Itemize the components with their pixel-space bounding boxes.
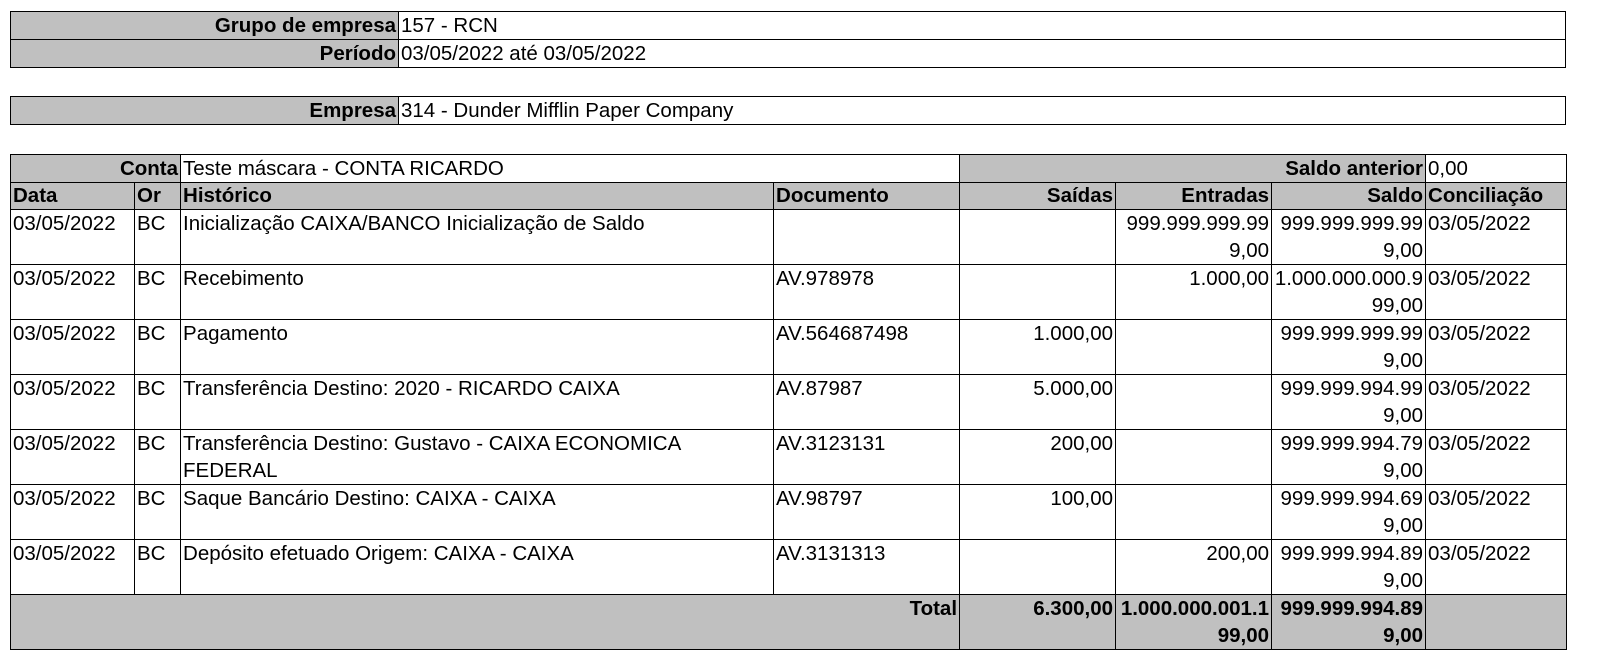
table-row: [11, 265, 1567, 320]
cell-documento: AV.98797: [774, 485, 960, 540]
total-entradas: 1.000.000.001.199,00: [1116, 595, 1272, 650]
cell-saldo: 999.999.994.999,00: [1272, 375, 1426, 430]
cell-entradas: [1116, 485, 1272, 540]
empresa-value: 314 - Dunder Mifflin Paper Company: [399, 97, 1566, 125]
cell-historico: Pagamento: [181, 320, 774, 375]
total-saldo: 999.999.994.899,00: [1272, 595, 1426, 650]
table-row: [11, 375, 1567, 430]
cell-or: BC: [135, 430, 181, 485]
periodo-label: Período: [11, 40, 399, 68]
periodo-value: 03/05/2022 até 03/05/2022: [399, 40, 1566, 68]
grupo-row: [11, 12, 1566, 40]
table-row: [11, 320, 1567, 375]
total-label: Total: [11, 595, 960, 650]
grupo-value: 157 - RCN: [399, 12, 1566, 40]
cell-saldo: 999.999.999.999,00: [1272, 320, 1426, 375]
col-header-saidas: Saídas: [960, 183, 1116, 210]
grupo-label: Grupo de empresa: [11, 12, 399, 40]
cell-historico: Transferência Destino: Gustavo - CAIXA ECONOMICA FEDERAL: [181, 430, 774, 485]
cell-entradas: [1116, 430, 1272, 485]
cell-data: 03/05/2022: [11, 320, 135, 375]
cell-historico: Recebimento: [181, 265, 774, 320]
cell-saldo: 1.000.000.000.999,00: [1272, 265, 1426, 320]
total-row: [11, 595, 1567, 650]
ledger-body: [11, 210, 1567, 595]
table-row: [11, 430, 1567, 485]
cell-saidas: [960, 540, 1116, 595]
cell-conciliacao: 03/05/2022: [1426, 210, 1567, 265]
cell-entradas: [1116, 375, 1272, 430]
cell-saidas: 1.000,00: [960, 320, 1116, 375]
cell-data: 03/05/2022: [11, 375, 135, 430]
cell-or: BC: [135, 540, 181, 595]
col-header-saldo: Saldo: [1272, 183, 1426, 210]
saldo-anterior-value: 0,00: [1426, 155, 1567, 183]
cell-entradas: 999.999.999.999,00: [1116, 210, 1272, 265]
cell-documento: AV.3131313: [774, 540, 960, 595]
cell-conciliacao: 03/05/2022: [1426, 320, 1567, 375]
table-row: [11, 540, 1567, 595]
cell-saidas: 200,00: [960, 430, 1116, 485]
cell-saidas: 5.000,00: [960, 375, 1116, 430]
col-header-conciliacao: Conciliação: [1426, 183, 1567, 210]
col-header-entradas: Entradas: [1116, 183, 1272, 210]
cell-saidas: [960, 210, 1116, 265]
cell-saidas: [960, 265, 1116, 320]
cell-saldo: 999.999.994.699,00: [1272, 485, 1426, 540]
cell-data: 03/05/2022: [11, 485, 135, 540]
cell-saldo: 999.999.994.899,00: [1272, 540, 1426, 595]
saldo-anterior-label: Saldo anterior: [960, 155, 1426, 183]
cell-entradas: 1.000,00: [1116, 265, 1272, 320]
empresa-table: [10, 96, 1566, 125]
cell-conciliacao: 03/05/2022: [1426, 430, 1567, 485]
cell-saidas: 100,00: [960, 485, 1116, 540]
empresa-label: Empresa: [11, 97, 399, 125]
cell-historico: Transferência Destino: 2020 - RICARDO CAIXA: [181, 375, 774, 430]
total-conciliacao: [1426, 595, 1567, 650]
cell-or: BC: [135, 485, 181, 540]
ledger-table: [10, 154, 1567, 650]
conta-value: Teste máscara - CONTA RICARDO: [181, 155, 960, 183]
cell-conciliacao: 03/05/2022: [1426, 375, 1567, 430]
conta-label: Conta: [11, 155, 181, 183]
report-header-table: [10, 11, 1566, 68]
cell-or: BC: [135, 375, 181, 430]
col-header-historico: Histórico: [181, 183, 774, 210]
cell-historico: Inicialização CAIXA/BANCO Inicialização de Saldo: [181, 210, 774, 265]
periodo-row: [11, 40, 1566, 68]
empresa-row: [11, 97, 1566, 125]
column-header-row: [11, 183, 1567, 210]
cell-historico: Depósito efetuado Origem: CAIXA - CAIXA: [181, 540, 774, 595]
cell-entradas: 200,00: [1116, 540, 1272, 595]
cell-historico: Saque Bancário Destino: CAIXA - CAIXA: [181, 485, 774, 540]
cell-saldo: 999.999.999.999,00: [1272, 210, 1426, 265]
table-row: [11, 210, 1567, 265]
col-header-documento: Documento: [774, 183, 960, 210]
cell-or: BC: [135, 320, 181, 375]
cell-data: 03/05/2022: [11, 265, 135, 320]
table-row: [11, 485, 1567, 540]
col-header-data: Data: [11, 183, 135, 210]
cell-conciliacao: 03/05/2022: [1426, 485, 1567, 540]
cell-documento: AV.978978: [774, 265, 960, 320]
cell-data: 03/05/2022: [11, 210, 135, 265]
cell-documento: AV.564687498: [774, 320, 960, 375]
cell-entradas: [1116, 320, 1272, 375]
cell-documento: AV.87987: [774, 375, 960, 430]
cell-saldo: 999.999.994.799,00: [1272, 430, 1426, 485]
cell-documento: [774, 210, 960, 265]
account-row: [11, 155, 1567, 183]
total-saidas: 6.300,00: [960, 595, 1116, 650]
cell-or: BC: [135, 265, 181, 320]
cell-documento: AV.3123131: [774, 430, 960, 485]
cell-data: 03/05/2022: [11, 430, 135, 485]
cell-conciliacao: 03/05/2022: [1426, 265, 1567, 320]
cell-or: BC: [135, 210, 181, 265]
cell-data: 03/05/2022: [11, 540, 135, 595]
col-header-or: Or: [135, 183, 181, 210]
cell-conciliacao: 03/05/2022: [1426, 540, 1567, 595]
